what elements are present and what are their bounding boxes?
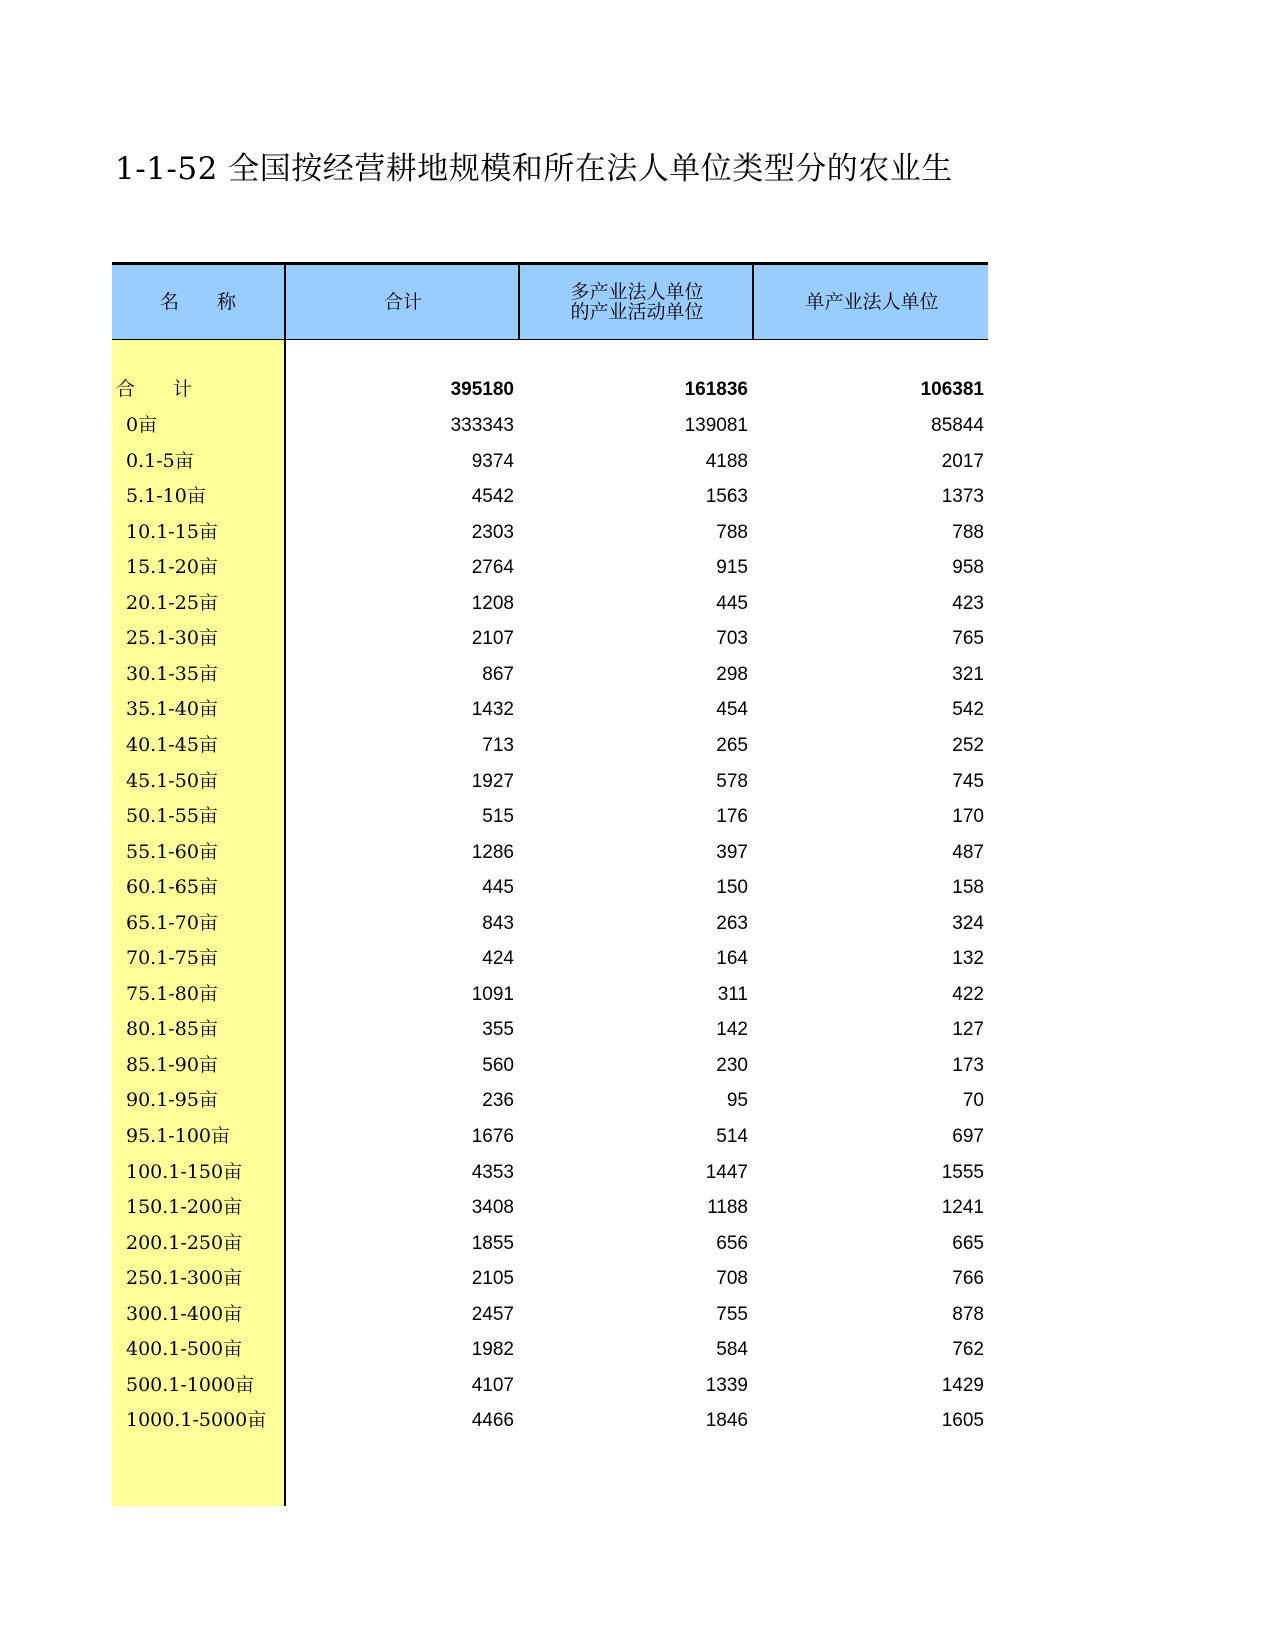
- header-multi-line1: 多产业法人单位: [570, 281, 704, 303]
- row-single-value: 697: [952, 1126, 984, 1147]
- table-row: [112, 834, 988, 871]
- row-name: 0.1-5亩: [126, 449, 194, 472]
- row-name: 10.1-15亩: [126, 520, 218, 543]
- row-total-value: 2105: [471, 1268, 514, 1290]
- row-multi-value: 445: [716, 592, 748, 614]
- row-single-value: 422: [952, 983, 984, 1005]
- table-row: [112, 1331, 988, 1368]
- row-single-value: 665: [952, 1232, 984, 1254]
- row-total-value: 4466: [471, 1410, 514, 1432]
- row-single-value: 85844: [931, 415, 984, 436]
- row-name: 30.1-35亩: [126, 662, 218, 685]
- table-row: [112, 1296, 988, 1333]
- row-name: 95.1-100亩: [126, 1125, 230, 1147]
- row-single-value: 878: [952, 1303, 984, 1325]
- row-name: 65.1-70亩: [126, 911, 218, 934]
- row-name: 100.1-150亩: [126, 1160, 243, 1183]
- row-multi-value: 298: [716, 663, 748, 685]
- row-name: 80.1-85亩: [126, 1018, 218, 1041]
- row-total-value: 424: [482, 948, 514, 970]
- row-multi-value: 915: [716, 557, 748, 579]
- header-name-label: 名 称: [159, 291, 236, 313]
- page-title: 1-1-52 全国按经营耕地规模和所在法人单位类型分的农业生: [115, 151, 953, 187]
- row-total-value: 4107: [471, 1374, 514, 1396]
- row-name: 75.1-80亩: [126, 982, 218, 1005]
- row-name: 85.1-90亩: [126, 1053, 218, 1076]
- row-total-value: 1091: [471, 983, 514, 1005]
- row-single-value: 127: [952, 1019, 984, 1041]
- table-row: [112, 976, 988, 1013]
- row-total-value: 445: [482, 877, 514, 899]
- table-row: [112, 514, 988, 551]
- row-total-value: 713: [482, 734, 514, 756]
- row-multi-value: 788: [716, 521, 748, 543]
- row-total-value: 843: [482, 912, 514, 934]
- row-single-value: 1605: [941, 1410, 984, 1432]
- row-multi-value: 703: [716, 628, 748, 650]
- table-header-row: [112, 265, 988, 340]
- row-single-value: 762: [952, 1339, 984, 1361]
- row-name: 20.1-25亩: [126, 591, 218, 614]
- header-multi-industry: [518, 265, 754, 339]
- row-total-value: 1208: [471, 592, 514, 614]
- row-multi-value: 139081: [684, 415, 748, 436]
- row-multi-value: 584: [716, 1339, 748, 1361]
- row-single-value: 321: [952, 663, 984, 685]
- table-row: [112, 1118, 988, 1155]
- row-multi-value: 1846: [705, 1410, 748, 1432]
- table-row: [112, 585, 988, 622]
- row-total-value: 333343: [450, 415, 514, 436]
- row-multi-value: 142: [716, 1019, 748, 1041]
- row-name: 5.1-10亩: [126, 485, 206, 508]
- header-name: [112, 265, 284, 339]
- row-total-value: 1432: [471, 699, 514, 721]
- row-name: 500.1-1000亩: [126, 1373, 255, 1396]
- row-multi-value: 150: [716, 877, 748, 899]
- row-single-value: 958: [952, 557, 984, 579]
- table-row: [112, 1260, 988, 1297]
- row-single-value: 423: [952, 592, 984, 614]
- table-row: [112, 1011, 988, 1048]
- row-multi-value: 4188: [705, 450, 748, 472]
- table-row-total: [112, 371, 988, 408]
- table-row: [112, 443, 988, 480]
- row-single-value: 173: [952, 1054, 984, 1076]
- header-single-label: 单产业法人单位: [805, 291, 939, 313]
- table-row: [112, 407, 988, 444]
- row-name: 60.1-65亩: [126, 876, 218, 899]
- row-single-value: 158: [952, 877, 984, 899]
- row-name: 150.1-200亩: [126, 1196, 243, 1219]
- row-name: 合 计: [116, 378, 193, 400]
- row-total-value: 1927: [471, 770, 514, 792]
- row-name: 35.1-40亩: [126, 698, 218, 721]
- row-name: 0亩: [126, 414, 158, 436]
- table-row: [112, 1402, 988, 1439]
- row-single-value: 542: [952, 699, 984, 721]
- table-row: [112, 1225, 988, 1262]
- header-multi-line2: 的产业活动单位: [570, 301, 704, 323]
- row-total-value: 2457: [471, 1303, 514, 1325]
- row-multi-value: 176: [716, 806, 748, 828]
- row-single-value: 106381: [920, 379, 984, 400]
- row-total-value: 4353: [471, 1161, 514, 1183]
- row-name: 300.1-400亩: [126, 1302, 243, 1325]
- table-row: [112, 1367, 988, 1404]
- row-name: 25.1-30亩: [126, 627, 218, 650]
- row-total-value: 395180: [450, 379, 514, 400]
- row-total-value: 4542: [471, 486, 514, 508]
- row-multi-value: 230: [716, 1054, 748, 1076]
- table-row: [112, 1189, 988, 1226]
- row-total-value: 1982: [471, 1339, 514, 1361]
- row-multi-value: 708: [716, 1268, 748, 1290]
- row-multi-value: 454: [716, 699, 748, 721]
- row-single-value: 252: [952, 734, 984, 756]
- row-name: 40.1-45亩: [126, 733, 218, 756]
- table-row: [112, 869, 988, 906]
- table-row: [112, 905, 988, 942]
- header-single-industry: [752, 265, 990, 339]
- row-multi-value: 95: [726, 1090, 748, 1112]
- row-total-value: 355: [482, 1019, 514, 1041]
- table-row: [112, 1047, 988, 1084]
- row-multi-value: 161836: [684, 379, 748, 400]
- row-multi-value: 1188: [707, 1197, 748, 1219]
- row-single-value: 2017: [941, 450, 984, 472]
- row-total-value: 1676: [471, 1126, 514, 1147]
- header-total: [284, 265, 520, 339]
- row-single-value: 1429: [941, 1374, 984, 1396]
- row-single-value: 324: [952, 912, 984, 934]
- row-single-value: 745: [952, 770, 984, 792]
- row-name: 45.1-50亩: [126, 769, 218, 792]
- row-total-value: 9374: [471, 450, 514, 472]
- row-name: 200.1-250亩: [126, 1231, 243, 1254]
- table-row: [112, 798, 988, 835]
- row-single-value: 1373: [941, 486, 984, 508]
- row-single-value: 487: [952, 841, 984, 863]
- row-total-value: 2764: [471, 557, 514, 579]
- table-row: [112, 1154, 988, 1191]
- row-name: 250.1-300亩: [126, 1267, 243, 1290]
- row-multi-value: 1563: [705, 486, 748, 508]
- row-total-value: 1286: [471, 841, 514, 863]
- row-name: 1000.1-5000亩: [126, 1409, 267, 1432]
- row-multi-value: 263: [716, 912, 748, 934]
- table-row: [112, 727, 988, 764]
- row-multi-value: 311: [717, 983, 748, 1005]
- data-table: [112, 262, 988, 1506]
- row-multi-value: 164: [716, 948, 748, 970]
- table-row: [112, 763, 988, 800]
- table-row: [112, 478, 988, 515]
- row-name: 400.1-500亩: [126, 1338, 243, 1361]
- row-multi-value: 755: [716, 1303, 748, 1325]
- row-multi-value: 397: [716, 841, 748, 863]
- row-name: 50.1-55亩: [126, 805, 218, 828]
- row-total-value: 560: [482, 1054, 514, 1076]
- row-name: 90.1-95亩: [126, 1089, 218, 1112]
- table-row: [112, 691, 988, 728]
- row-name: 55.1-60亩: [126, 840, 218, 863]
- row-multi-value: 265: [716, 734, 748, 756]
- row-multi-value: 1447: [705, 1161, 748, 1183]
- row-total-value: 2303: [471, 521, 514, 543]
- row-total-value: 236: [482, 1090, 514, 1112]
- row-single-value: 1555: [941, 1161, 984, 1183]
- row-single-value: 170: [952, 806, 984, 828]
- row-total-value: 1855: [471, 1232, 514, 1254]
- table-row: [112, 940, 988, 977]
- table-row: [112, 1082, 988, 1119]
- row-single-value: 70: [962, 1090, 984, 1112]
- row-total-value: 2107: [471, 628, 514, 650]
- row-multi-value: 514: [716, 1126, 748, 1147]
- row-single-value: 765: [952, 628, 984, 650]
- row-total-value: 867: [482, 663, 514, 685]
- row-single-value: 132: [952, 948, 984, 970]
- table-row: [112, 656, 988, 693]
- row-name: 15.1-20亩: [126, 556, 218, 579]
- row-multi-value: 1339: [705, 1374, 748, 1396]
- row-multi-value: 656: [716, 1232, 748, 1254]
- header-total-label: 合计: [383, 291, 422, 313]
- table-row: [112, 620, 988, 657]
- table-row: [112, 549, 988, 586]
- row-total-value: 515: [482, 806, 514, 828]
- row-single-value: 788: [952, 521, 984, 543]
- row-name: 70.1-75亩: [126, 947, 218, 970]
- row-total-value: 3408: [471, 1197, 514, 1219]
- row-single-value: 1241: [941, 1197, 984, 1219]
- row-single-value: 766: [952, 1268, 984, 1290]
- row-multi-value: 578: [716, 770, 748, 792]
